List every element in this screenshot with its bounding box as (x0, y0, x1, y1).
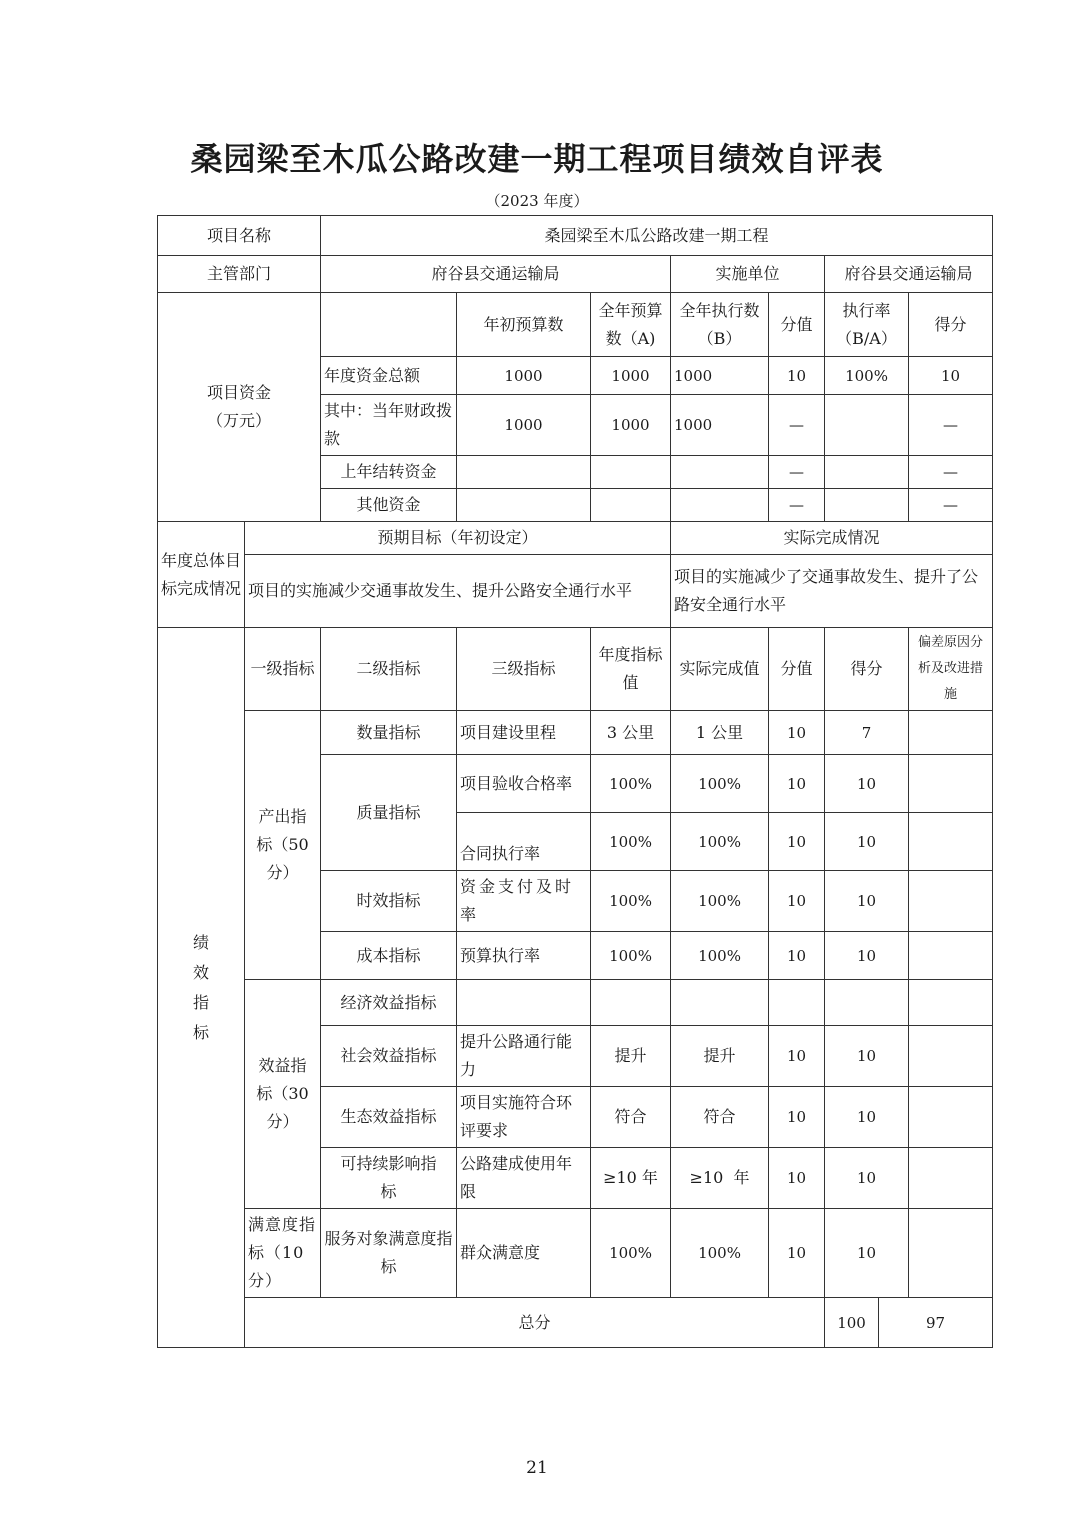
actual-cell: 1 公里 (671, 711, 769, 755)
goals-actual-header: 实际完成情况 (671, 522, 993, 555)
funds-score-value: — (769, 489, 825, 522)
indicator-row (158, 711, 993, 755)
funds-initial (457, 456, 591, 489)
funds-executed (671, 456, 769, 489)
project-name-value: 桑园梁至木瓜公路改建一期工程 (321, 216, 993, 256)
funds-score: 10 (909, 357, 993, 395)
score-value-cell: 10 (769, 1087, 825, 1148)
funds-label-line2: （万元） (207, 411, 272, 430)
page-title: 桑园梁至木瓜公路改建一期工程项目绩效自评表 (190, 140, 884, 178)
score-value-cell (769, 980, 825, 1026)
total-score-value: 100 (825, 1298, 879, 1348)
level3-cell (457, 980, 591, 1026)
header-score-value: 分值 (769, 628, 825, 711)
analysis-cell (909, 980, 993, 1026)
funds-score: — (909, 456, 993, 489)
score-cell: 10 (825, 1148, 909, 1209)
actual-cell: 100% (671, 932, 769, 980)
target-cell: 100% (591, 813, 671, 871)
funds-score-value: 10 (769, 357, 825, 395)
analysis-cell (909, 1209, 993, 1298)
goals-expected: 项目的实施减少交通事故发生、提升公路安全通行水平 (245, 555, 671, 628)
goals-label: 年度总体目标完成情况 (158, 522, 245, 628)
actual-cell (671, 980, 769, 1026)
funds-label-line1: 项目资金 (207, 383, 272, 402)
header-level2: 二级指标 (321, 628, 457, 711)
level3-cell: 项目建设里程 (457, 711, 591, 755)
target-cell: ≥10 年 (591, 1148, 671, 1209)
level3-cell: 公路建成使用年限 (457, 1148, 591, 1209)
analysis-cell (909, 1087, 993, 1148)
funds-header-score: 得分 (909, 293, 993, 357)
level3-cell: 项目验收合格率 (457, 755, 591, 813)
level3-cell: 群众满意度 (457, 1209, 591, 1298)
project-name-label: 项目名称 (158, 216, 321, 256)
funds-header-executed: 全年执行数（B） (671, 293, 769, 357)
score-cell: 10 (825, 1209, 909, 1298)
goals-content-row (158, 555, 993, 628)
funds-score: — (909, 395, 993, 456)
header-target: 年度指标值 (591, 628, 671, 711)
analysis-cell (909, 932, 993, 980)
performance-table (157, 215, 993, 1348)
funds-header-rate: 执行率（B/A） (825, 293, 909, 357)
score-cell: 10 (825, 1026, 909, 1087)
goals-header-row (158, 522, 993, 555)
satisfaction-group-label: 满意度指标（10分） (245, 1209, 321, 1298)
indicators-header-row (158, 628, 993, 711)
impl-value: 府谷县交通运输局 (825, 256, 993, 293)
level3-cell: 资金支付及时率 (457, 871, 591, 932)
score-cell: 10 (825, 755, 909, 813)
goals-actual: 项目的实施减少了交通事故发生、提升了公路安全通行水平 (671, 555, 993, 628)
funds-annual (591, 489, 671, 522)
total-row (158, 1298, 993, 1348)
target-cell: 100% (591, 755, 671, 813)
total-score: 97 (879, 1298, 993, 1348)
score-value-cell: 10 (769, 871, 825, 932)
level2-cell: 成本指标 (321, 932, 457, 980)
analysis-cell (909, 755, 993, 813)
level3-cell: 项目实施符合环评要求 (457, 1087, 591, 1148)
analysis-cell (909, 711, 993, 755)
actual-cell: 100% (671, 1209, 769, 1298)
funds-initial: 1000 (457, 357, 591, 395)
score-value-cell: 10 (769, 1026, 825, 1087)
indicator-row (158, 980, 993, 1026)
funds-row-label: 其中：当年财政拨款 (321, 395, 457, 456)
header-level3: 三级指标 (457, 628, 591, 711)
funds-rate (825, 395, 909, 456)
funds-row-label: 其他资金 (321, 489, 457, 522)
header-level1: 一级指标 (245, 628, 321, 711)
score-value-cell: 10 (769, 932, 825, 980)
target-cell: 100% (591, 871, 671, 932)
output-group-label: 产出指标（50分） (245, 711, 321, 980)
analysis-cell (909, 871, 993, 932)
level2-cell: 质量指标 (321, 755, 457, 871)
funds-header-annual: 全年预算数（A) (591, 293, 671, 357)
funds-row-label: 上年结转资金 (321, 456, 457, 489)
funds-initial (457, 489, 591, 522)
funds-rate (825, 489, 909, 522)
header-actual: 实际完成值 (671, 628, 769, 711)
level2-cell: 生态效益指标 (321, 1087, 457, 1148)
dept-value: 府谷县交通运输局 (321, 256, 671, 293)
funds-header-blank (321, 293, 457, 357)
year-subtitle: （2023 年度） (485, 192, 589, 210)
actual-cell: 100% (671, 871, 769, 932)
score-cell (825, 980, 909, 1026)
score-value-cell: 10 (769, 813, 825, 871)
target-cell: 100% (591, 932, 671, 980)
funds-executed: 1000 (671, 395, 769, 456)
project-name-row (158, 216, 993, 256)
indicator-row (158, 1209, 993, 1298)
target-cell: 提升 (591, 1026, 671, 1087)
analysis-cell (909, 1148, 993, 1209)
funds-header-initial: 年初预算数 (457, 293, 591, 357)
funds-rate (825, 456, 909, 489)
funds-executed: 1000 (671, 357, 769, 395)
score-cell: 10 (825, 871, 909, 932)
score-value-cell: 10 (769, 1148, 825, 1209)
funds-label (158, 293, 321, 522)
funds-executed (671, 489, 769, 522)
score-value-cell: 10 (769, 755, 825, 813)
funds-score-value: — (769, 395, 825, 456)
funds-header-score-value: 分值 (769, 293, 825, 357)
funds-annual (591, 456, 671, 489)
header-score: 得分 (825, 628, 909, 711)
level2-cell: 时效指标 (321, 871, 457, 932)
score-value-cell: 10 (769, 711, 825, 755)
analysis-cell (909, 1026, 993, 1087)
indicators-label: 绩效指标 (158, 628, 245, 1348)
score-cell: 10 (825, 813, 909, 871)
goals-expected-header: 预期目标（年初设定） (245, 522, 671, 555)
total-label: 总分 (245, 1298, 825, 1348)
analysis-cell (909, 813, 993, 871)
benefit-group-label: 效益指标（30分） (245, 980, 321, 1209)
funds-row-label: 年度资金总额 (321, 357, 457, 395)
level2-cell: 数量指标 (321, 711, 457, 755)
level2-cell: 经济效益指标 (321, 980, 457, 1026)
funds-annual: 1000 (591, 357, 671, 395)
score-cell: 10 (825, 1087, 909, 1148)
target-cell: 100% (591, 1209, 671, 1298)
funds-rate: 100% (825, 357, 909, 395)
funds-annual: 1000 (591, 395, 671, 456)
target-cell: 3 公里 (591, 711, 671, 755)
target-cell: 符合 (591, 1087, 671, 1148)
actual-cell: 符合 (671, 1087, 769, 1148)
score-cell: 7 (825, 711, 909, 755)
level2-cell: 可持续影响指标 (321, 1148, 457, 1209)
funds-initial: 1000 (457, 395, 591, 456)
level2-cell: 服务对象满意度指标 (321, 1209, 457, 1298)
funds-score-value: — (769, 456, 825, 489)
actual-cell: 提升 (671, 1026, 769, 1087)
target-cell (591, 980, 671, 1026)
impl-label: 实施单位 (671, 256, 825, 293)
dept-label: 主管部门 (158, 256, 321, 293)
actual-cell: 100% (671, 813, 769, 871)
score-value-cell: 10 (769, 1209, 825, 1298)
header-analysis: 偏差原因分析及改进措施 (909, 628, 993, 711)
funds-header-row (158, 293, 993, 357)
level2-cell: 社会效益指标 (321, 1026, 457, 1087)
level3-cell: 提升公路通行能力 (457, 1026, 591, 1087)
level3-cell: 合同执行率 (457, 813, 591, 871)
score-cell: 10 (825, 932, 909, 980)
level3-cell: 预算执行率 (457, 932, 591, 980)
actual-cell: 100% (671, 755, 769, 813)
funds-score: — (909, 489, 993, 522)
department-row (158, 256, 993, 293)
page-number: 21 (526, 1458, 548, 1478)
actual-cell: ≥10 年 (671, 1148, 769, 1209)
